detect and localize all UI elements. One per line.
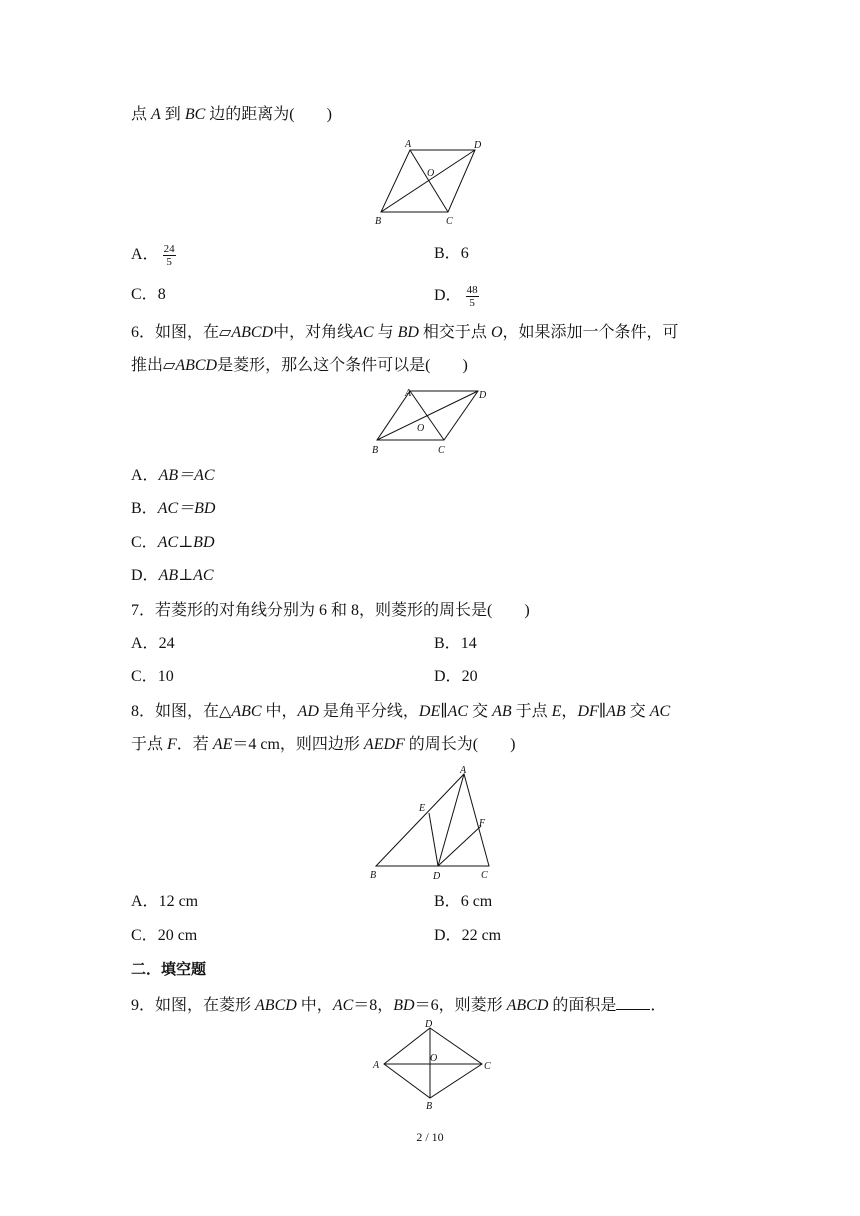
q8-option-a: A．12 cm xyxy=(131,893,199,910)
q8-stem-line2: 于点 F．若 AE＝4 cm，则四边形 AEDF 的周长为( ) xyxy=(131,736,516,753)
q5-label-o: O xyxy=(427,168,435,179)
q5-label-a: A xyxy=(405,139,412,150)
q8-label-a: A xyxy=(460,765,467,776)
q6-label-c: C xyxy=(438,445,445,456)
q8-triangle-abc xyxy=(376,774,489,866)
q8-label-f: F xyxy=(479,818,486,829)
q8-option-d: D．22 cm xyxy=(434,927,502,944)
q9-label-d: D xyxy=(425,1019,433,1030)
q9-label-o: O xyxy=(430,1053,438,1064)
q8-label-c: C xyxy=(481,870,488,881)
q9-label-c: C xyxy=(484,1061,491,1072)
q7-option-c: C．10 xyxy=(131,668,174,685)
q5-figure xyxy=(368,136,494,230)
q6-stem-line1: 6．如图，在▱ABCD中，对角线AC 与 BD 相交于点 O，如果添加一个条件，可 xyxy=(131,324,679,341)
q7-option-d: D．20 xyxy=(434,668,478,685)
q6-option-a: A．AB＝AC xyxy=(131,467,215,484)
q8-label-e: E xyxy=(419,803,426,814)
q5-label-c: C xyxy=(446,216,453,227)
q6-diagonal-bd xyxy=(377,391,478,440)
q8-label-d: D xyxy=(433,871,441,882)
q9-figure xyxy=(364,1018,494,1112)
answer-blank[interactable] xyxy=(616,994,650,1010)
page-number: 2 / 10 xyxy=(416,1130,444,1144)
q6-option-c: C．AC⊥BD xyxy=(131,534,215,551)
q8-label-b: B xyxy=(370,870,377,881)
q5-option-d: D． $\frac{48}{5}$ xyxy=(434,284,478,309)
parallelogram-symbol-icon: ▱ xyxy=(163,357,176,374)
q8-segment-df xyxy=(438,826,481,866)
q8-option-b: B．6 cm xyxy=(434,893,493,910)
q6-label-b: B xyxy=(372,445,379,456)
q6-stem-line2: 推出▱ABCD是菱形，那么这个条件可以是( ) xyxy=(131,357,468,374)
q8-option-c: C．20 cm xyxy=(131,927,198,944)
q6-label-d: D xyxy=(479,390,487,401)
q8-segment-de xyxy=(429,813,438,866)
q7-stem: 7．若菱形的对角线分别为 6 和 8，则菱形的周长是( ) xyxy=(131,602,530,619)
fraction: $\frac{24}{5}$ xyxy=(163,243,175,268)
q5-option-c: C．8 xyxy=(131,286,166,303)
q8-stem-line1: 8．如图，在△ABC 中，AD 是角平分线，DE∥AC 交 AB 于点 E，DF∥AB 交 AC xyxy=(131,703,671,720)
q7-option-a: A．24 xyxy=(131,635,175,652)
section-heading: 二．填空题 xyxy=(131,960,207,978)
fraction: $\frac{48}{5}$ xyxy=(466,284,478,309)
q6-figure xyxy=(366,384,496,458)
q5-option-a: A． $\frac{24}{5}$ xyxy=(131,243,175,268)
q6-label-a: A xyxy=(405,388,412,399)
q5-label-b: B xyxy=(375,216,382,227)
q6-option-d: D．AB⊥AC xyxy=(131,567,214,584)
q8-figure xyxy=(364,762,500,884)
q5-option-b: B．6 xyxy=(434,245,469,262)
q5-diagonal-ac xyxy=(410,150,448,212)
q6-label-o: O xyxy=(417,423,425,434)
q6-option-b: B．AC＝BD xyxy=(131,500,216,517)
q9-stem: 9．如图，在菱形 ABCD 中，AC＝8，BD＝6，则菱形 ABCD 的面积是 ． xyxy=(131,994,666,1017)
q9-label-a: A xyxy=(373,1060,380,1071)
q7-option-b: B．14 xyxy=(434,635,477,652)
q9-label-b: B xyxy=(426,1101,433,1112)
q5-label-d: D xyxy=(474,140,482,151)
q5-stem: 点 A 到 BC 边的距离为( ) xyxy=(131,106,332,123)
parallelogram-symbol-icon: ▱ xyxy=(219,324,232,341)
